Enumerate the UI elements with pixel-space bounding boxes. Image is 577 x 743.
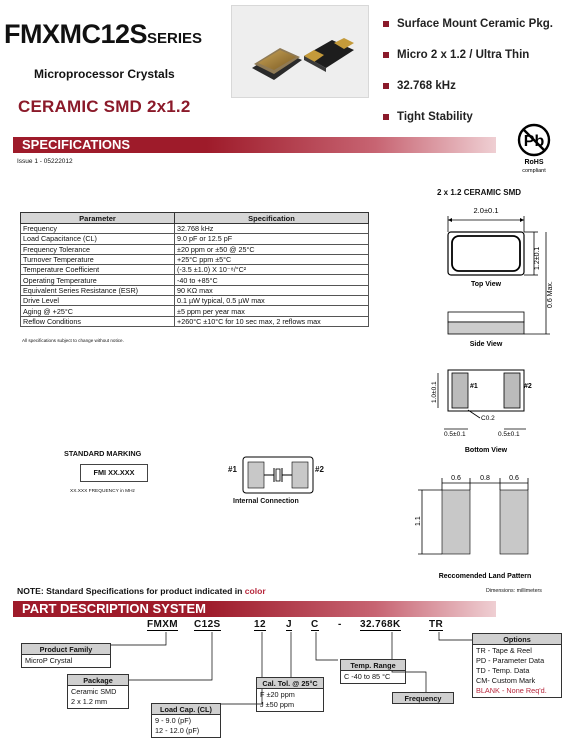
pn-segment: 12 xyxy=(254,619,266,630)
table-row: Turnover Temperature +25°C ppm ±5°C xyxy=(21,254,369,264)
table-row: Temperature Coefficient (-3.5 ±1.0) X 10⁻⁸/°C² xyxy=(21,265,369,275)
internal-connection-drawing xyxy=(242,456,314,494)
spec-footnote: All specifications subject to change without notice. xyxy=(22,338,124,343)
load-cap-box: Load Cap. (CL) 9 - 9.0 (pF) 12 - 12.0 (pF) xyxy=(151,703,221,738)
land-pad-left xyxy=(442,490,470,554)
drawing-title: 2 x 1.2 CERAMIC SMD xyxy=(437,188,522,197)
land-pad-right xyxy=(500,490,528,554)
product-subtitle: Microprocessor Crystals xyxy=(34,67,175,81)
feature-item: Micro 2 x 1.2 / Ultra Thin xyxy=(383,39,575,70)
internal-connection-label: Internal Connection xyxy=(233,498,299,505)
top-width-dim: 2.0±0.1 xyxy=(473,206,499,215)
bottom-pad-height-dim: 1.0±0.1 xyxy=(431,381,438,403)
cal-tol-box: Cal. Tol. @ 25°C F ±20 ppm J ±50 ppm xyxy=(256,677,324,712)
square-bullet-icon xyxy=(383,114,389,120)
table-row: Equivalent Series Resistance (ESR) 90 KΩ max xyxy=(21,285,369,295)
side-view-base xyxy=(448,322,524,334)
table-header-row xyxy=(21,213,369,224)
dimensions-note: Dimensions: millimeters xyxy=(486,588,542,594)
standard-spec-note: NOTE: Standard Specifications for product indicated in color xyxy=(17,586,266,596)
feature-item: 32.768 kHz xyxy=(383,70,575,101)
table-row: Operating Temperature -40 to +85°C xyxy=(21,275,369,285)
pn-segment: C xyxy=(311,619,319,630)
pb-symbol: Pb xyxy=(523,133,545,150)
specifications-table xyxy=(20,212,369,327)
part-description-bar: PART DESCRIPTION SYSTEM xyxy=(13,601,496,617)
specifications-bar: SPECIFICATIONS xyxy=(13,137,496,153)
pn-segment: FMXM xyxy=(147,619,179,630)
bottom-pad1-label: #1 xyxy=(470,383,478,390)
square-bullet-icon xyxy=(383,21,389,27)
bottom-view-label: Bottom View xyxy=(464,447,508,454)
square-bullet-icon xyxy=(383,83,389,89)
side-view-lid xyxy=(448,312,524,322)
marking-box: FMI XX.XXX xyxy=(80,464,148,482)
pn-segment: 32.768K xyxy=(360,619,401,630)
column-header: Specification xyxy=(175,213,369,224)
model-number: FMXMC12S xyxy=(4,19,148,49)
product-family-box: Product Family MicroP Crystal xyxy=(21,643,111,668)
bottom-dim-right: 0.5±0.1 xyxy=(498,431,520,438)
feature-item: Tight Stability xyxy=(383,101,575,132)
package-title: CERAMIC SMD 2x1.2 xyxy=(18,97,191,116)
column-header: Parameter xyxy=(21,213,175,224)
issue-label: Issue 1 - 05222012 xyxy=(17,158,73,165)
feature-item: Surface Mount Ceramic Pkg. xyxy=(383,8,575,39)
land-dim-3: 0.6 xyxy=(509,475,519,482)
table-row: Frequency 32.768 kHz xyxy=(21,224,369,234)
marking-caption: XX.XXX FREQUENCY in MHz xyxy=(70,489,135,494)
table-row: Reflow Conditions +260°C ±10°C for 10 sec max, 2 reflows max xyxy=(21,316,369,326)
side-view-label: Side View xyxy=(469,341,503,348)
internal-pad2-label: #2 xyxy=(315,465,324,474)
marking-title: STANDARD MARKING xyxy=(64,449,142,458)
temp-range-box: Temp. Range C -40 to 85 °C xyxy=(340,659,406,684)
product-photo xyxy=(231,5,369,98)
product-title xyxy=(4,19,202,54)
top-view-body xyxy=(448,232,524,275)
package-box: Package Ceramic SMD 2 x 1.2 mm xyxy=(67,674,129,709)
table-row: Frequency Tolerance ±20 ppm or ±50 @ 25°C xyxy=(21,244,369,254)
land-dim-2: 0.8 xyxy=(480,475,490,482)
top-view-label: Top View xyxy=(470,281,502,288)
square-bullet-icon xyxy=(383,52,389,58)
land-height-dim: 1.1 xyxy=(415,516,422,526)
table-row: Drive Level 0.1 µW typical, 0.5 µW max xyxy=(21,296,369,306)
pn-segment: TR xyxy=(429,619,444,630)
max-height-dim: 0.6 Max. xyxy=(547,281,554,308)
bottom-pad2-label: #2 xyxy=(524,383,532,390)
bottom-pad-2 xyxy=(504,373,520,408)
frequency-box: Frequency xyxy=(392,692,454,704)
gap-dim: C0.2 xyxy=(481,415,495,422)
table-row: Aging @ +25°C ±5 ppm per year max xyxy=(21,306,369,316)
rohs-label: RoHS xyxy=(524,159,544,166)
bottom-dim-left: 0.5±0.1 xyxy=(444,431,466,438)
bottom-pad-1 xyxy=(452,373,468,408)
mechanical-drawings xyxy=(400,198,577,593)
feature-list xyxy=(383,8,575,132)
internal-pad1-label: #1 xyxy=(228,465,237,474)
rohs-compliant-label: compliant xyxy=(522,168,546,174)
land-dim-1: 0.6 xyxy=(451,475,461,482)
top-height-dim: 1.2±0.1 xyxy=(534,246,541,270)
rohs-badge xyxy=(510,122,560,184)
series-label: SERIES xyxy=(147,30,203,47)
options-box: Options TR - Tape & Reel PD - Parameter Data TD - Temp. Data CM- Custom Mark BLANK - None Req'd. xyxy=(472,633,562,698)
pn-segment: - xyxy=(338,619,342,630)
pn-segment: C12S xyxy=(194,619,221,630)
pn-segment: J xyxy=(286,619,292,630)
table-row: Load Capacitance (CL) 9.0 pF or 12.5 pF xyxy=(21,234,369,244)
land-pattern-label: Reccomended Land Pattern xyxy=(438,573,532,580)
